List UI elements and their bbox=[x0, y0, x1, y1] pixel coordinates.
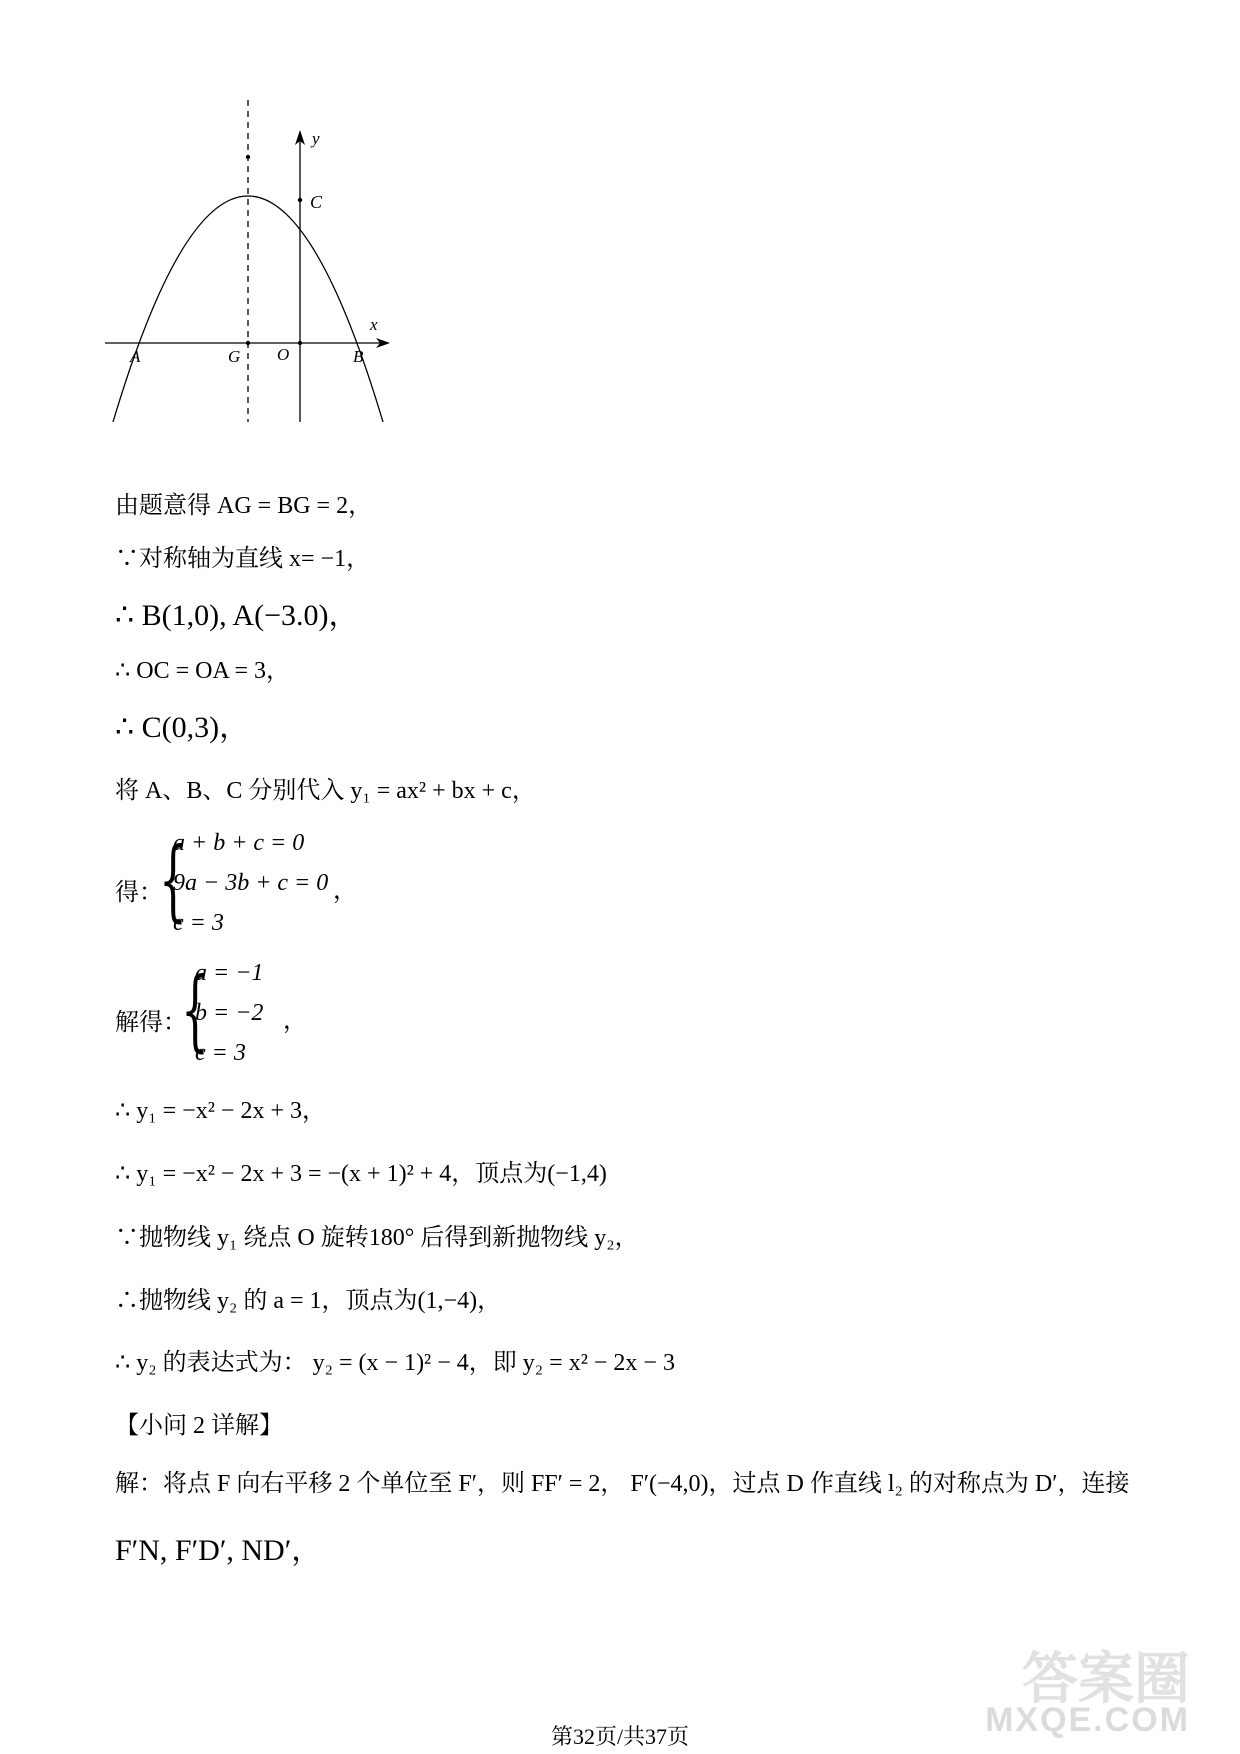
equation-system-2 bbox=[115, 958, 435, 1078]
line-substitute: 将 A、B、C 分别代入 y₁ = ax² + bx + c， bbox=[115, 778, 536, 804]
label-o: O bbox=[277, 345, 290, 364]
system-2-eq-3: c = 3 bbox=[195, 1040, 246, 1066]
line-y1-vertex: ∴ y₁ = −x² − 2x + 3 = −(x + 1)² + 4，顶点为(−1,4) bbox=[115, 1161, 607, 1187]
label-a: A bbox=[130, 347, 141, 366]
system-1-prefix: 得： bbox=[115, 880, 163, 906]
point-o bbox=[298, 341, 302, 345]
label-c: C bbox=[310, 192, 323, 212]
page-number: 第32页/共37页 bbox=[550, 1724, 690, 1749]
system-1-eq-1: a + b + c = 0 bbox=[173, 830, 305, 856]
line-y2-expression: ∴ y₂ 的表达式为： y₂ = (x − 1)² − 4，即 y₂ = x² − 2x − 3 bbox=[115, 1350, 675, 1376]
label-y: y bbox=[312, 129, 320, 148]
line-c-coords: ∴ C(0,3)， bbox=[115, 711, 250, 744]
system-2-brace: { bbox=[181, 958, 209, 1061]
system-2-eq-2: b = −2 bbox=[195, 1000, 264, 1026]
line-part2-solution: 解：将点 F 向右平移 2 个单位至 F′，则 FF′ = 2， F′(−4,0)，过点 D 作直线 l₂ 的对称点为 D′，连接 bbox=[115, 1471, 1130, 1497]
system-1-eq-3: c = 3 bbox=[173, 910, 224, 936]
watermark-top-text: 答案圈 bbox=[1022, 1647, 1190, 1712]
parabola-figure bbox=[105, 100, 405, 440]
system-2-eq-1: a = −1 bbox=[195, 960, 264, 986]
label-x: x bbox=[370, 315, 378, 334]
system-1-brace: { bbox=[159, 828, 187, 931]
system-1-eq-2: 9a − 3b + c = 0 bbox=[173, 870, 329, 896]
line-part2-connect: F′N, F′D′, ND′， bbox=[115, 1534, 322, 1567]
system-2-suffix: ， bbox=[283, 1008, 307, 1034]
line-ag-bg: 由题意得 AG = BG = 2， bbox=[115, 493, 373, 519]
point-g bbox=[246, 341, 250, 345]
point-c bbox=[298, 198, 302, 202]
line-y2-vertex: ∴抛物线 y₂ 的 a = 1，顶点为(1,−4)， bbox=[115, 1288, 502, 1314]
line-oc-oa: ∴ OC = OA = 3， bbox=[115, 658, 291, 684]
system-2-prefix: 解得： bbox=[115, 1010, 187, 1036]
line-rotation: ∵抛物线 y₁ 绕点 O 旋转180° 后得到新抛物线 y₂， bbox=[115, 1225, 639, 1251]
watermark-bottom-text: MXQE.COM bbox=[985, 1701, 1190, 1739]
line-b-a-coords: ∴ B(1,0), A(−3.0)， bbox=[115, 599, 359, 632]
system-1-suffix: ， bbox=[333, 878, 357, 904]
line-y1-expression: ∴ y₁ = −x² − 2x + 3， bbox=[115, 1098, 326, 1124]
section-heading: 【小问 2 详解】 bbox=[115, 1413, 283, 1439]
label-b: B bbox=[353, 347, 364, 366]
equation-system-1 bbox=[115, 828, 435, 948]
line-symmetry-axis: ∵对称轴为直线 x= −1， bbox=[115, 546, 371, 572]
label-g: G bbox=[228, 347, 241, 366]
vertex-point bbox=[246, 155, 250, 159]
